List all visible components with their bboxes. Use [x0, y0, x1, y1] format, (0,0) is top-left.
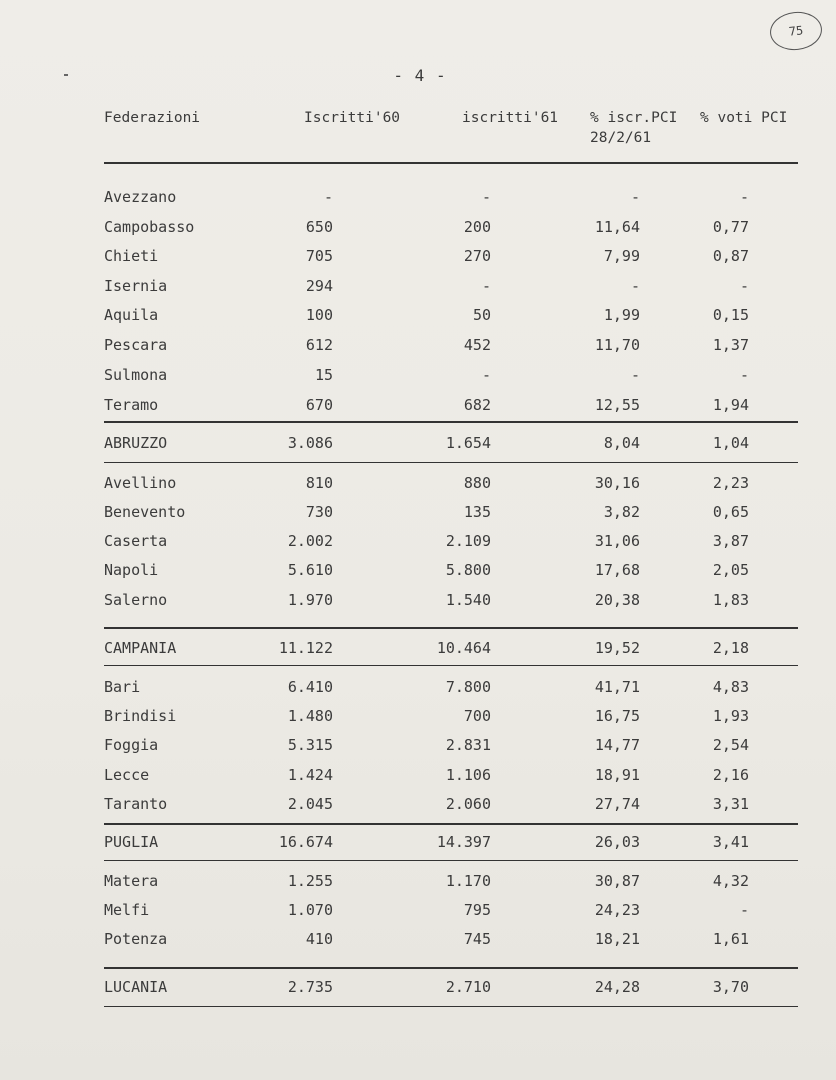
cell-iscritti60: 1.255 — [287, 872, 333, 890]
cell-federazione: Sulmona — [104, 366, 168, 384]
cell-iscritti61: 14.397 — [436, 833, 491, 851]
table-row — [0, 334, 836, 356]
cell-iscritti60: 612 — [305, 336, 333, 354]
cell-iscritti60: 16.674 — [278, 833, 333, 851]
cell-iscritti61: 1.540 — [445, 591, 491, 609]
cell-iscr-pci: 27,74 — [594, 795, 640, 813]
cell-iscritti61: - — [481, 188, 491, 206]
cell-iscritti61: 745 — [463, 930, 491, 948]
header-iscr-pci — [590, 108, 677, 148]
cell-federazione: ABRUZZO — [104, 434, 168, 452]
header-iscritti60: Iscritti'60 — [304, 110, 401, 126]
cell-iscr-pci: - — [630, 366, 640, 384]
cell-iscr-pci: 12,55 — [594, 396, 640, 414]
cell-iscritti60: 670 — [305, 396, 333, 414]
table-row — [0, 976, 836, 998]
cell-voti-pci: 0,77 — [712, 218, 749, 236]
cell-iscritti61: - — [481, 366, 491, 384]
rule-abruzzo-top — [104, 421, 798, 423]
cell-iscritti61: 200 — [463, 218, 491, 236]
cell-iscr-pci: 26,03 — [594, 833, 640, 851]
cell-federazione: Salerno — [104, 591, 168, 609]
rule-lucania-top — [104, 967, 798, 969]
cell-iscritti61: 2.060 — [445, 795, 491, 813]
cell-iscritti61: 135 — [463, 503, 491, 521]
cell-iscr-pci: 16,75 — [594, 707, 640, 725]
cell-iscr-pci: 19,52 — [594, 639, 640, 657]
cell-voti-pci: 1,04 — [712, 434, 749, 452]
cell-iscr-pci: 24,23 — [594, 901, 640, 919]
cell-iscritti60: 1.480 — [287, 707, 333, 725]
cell-iscritti61: 1.106 — [445, 766, 491, 784]
cell-federazione: Teramo — [104, 396, 159, 414]
cell-voti-pci: - — [739, 901, 749, 919]
cell-iscritti61: 10.464 — [436, 639, 491, 657]
table-row — [0, 589, 836, 611]
cell-iscritti60: 650 — [305, 218, 333, 236]
cell-federazione: Lecce — [104, 766, 150, 784]
cell-federazione: Matera — [104, 872, 159, 890]
cell-federazione: PUGLIA — [104, 833, 159, 851]
cell-voti-pci: 3,41 — [712, 833, 749, 851]
cell-federazione: Campobasso — [104, 218, 195, 236]
table-row — [0, 831, 836, 853]
cell-federazione: Avezzano — [104, 188, 177, 206]
cell-iscr-pci: - — [630, 277, 640, 295]
cell-iscr-pci: 30,16 — [594, 474, 640, 492]
cell-iscritti61: 452 — [463, 336, 491, 354]
cell-iscritti61: 5.800 — [445, 561, 491, 579]
header-iscritti61: iscritti'61 — [462, 110, 559, 126]
cell-voti-pci: - — [739, 188, 749, 206]
cell-iscritti60: 1.424 — [287, 766, 333, 784]
table-row — [0, 245, 836, 267]
cell-iscritti60: 3.086 — [287, 434, 333, 452]
cell-iscritti61: 50 — [472, 306, 491, 324]
rule-puglia-top — [104, 823, 798, 825]
cell-iscr-pci: 24,28 — [594, 978, 640, 996]
cell-iscr-pci: 17,68 — [594, 561, 640, 579]
cell-iscr-pci: 30,87 — [594, 872, 640, 890]
rule-lucania-bottom — [104, 1006, 798, 1007]
cell-iscritti60: 705 — [305, 247, 333, 265]
cell-iscritti60: 15 — [314, 366, 333, 384]
cell-federazione: Bari — [104, 678, 141, 696]
cell-voti-pci: 4,32 — [712, 872, 749, 890]
cell-federazione: Brindisi — [104, 707, 177, 725]
header-federazioni: Federazioni — [104, 110, 201, 126]
header-iscr-pci-date: 28/2/61 — [590, 130, 652, 146]
cell-iscr-pci: - — [630, 188, 640, 206]
cell-iscritti60: 294 — [305, 277, 333, 295]
cell-iscr-pci: 18,91 — [594, 766, 640, 784]
cell-iscr-pci: 8,04 — [603, 434, 640, 452]
header-voti-pci: % voti PCI — [700, 110, 788, 126]
cell-voti-pci: 2,16 — [712, 766, 749, 784]
cell-federazione: Aquila — [104, 306, 159, 324]
cell-iscritti61: 2.831 — [445, 736, 491, 754]
cell-voti-pci: 1,93 — [712, 707, 749, 725]
table-row — [0, 275, 836, 297]
table-row — [0, 501, 836, 523]
cell-voti-pci: 2,18 — [712, 639, 749, 657]
table-row — [0, 676, 836, 698]
table-row — [0, 559, 836, 581]
table-row — [0, 764, 836, 786]
cell-iscr-pci: 3,82 — [603, 503, 640, 521]
cell-iscritti61: 1.170 — [445, 872, 491, 890]
cell-federazione: Foggia — [104, 736, 159, 754]
cell-iscritti60: 810 — [305, 474, 333, 492]
cell-federazione: Melfi — [104, 901, 150, 919]
cell-federazione: Avellino — [104, 474, 177, 492]
table-row — [0, 899, 836, 921]
cell-voti-pci: 2,23 — [712, 474, 749, 492]
cell-iscr-pci: 18,21 — [594, 930, 640, 948]
rule-campania-bottom — [104, 665, 798, 666]
page-number: - 4 - — [393, 66, 447, 85]
cell-voti-pci: 2,05 — [712, 561, 749, 579]
cell-federazione: Isernia — [104, 277, 168, 295]
cell-voti-pci: 3,31 — [712, 795, 749, 813]
cell-iscritti60: 410 — [305, 930, 333, 948]
cell-iscritti60: 2.002 — [287, 532, 333, 550]
header-iscr-pci-label: % iscr.PCI — [590, 110, 678, 126]
table-row — [0, 734, 836, 756]
table-row — [0, 870, 836, 892]
cell-federazione: Caserta — [104, 532, 168, 550]
cell-voti-pci: 2,54 — [712, 736, 749, 754]
cell-iscritti61: 700 — [463, 707, 491, 725]
cell-voti-pci: 0,65 — [712, 503, 749, 521]
cell-iscr-pci: 14,77 — [594, 736, 640, 754]
cell-iscritti60: 100 — [305, 306, 333, 324]
cell-voti-pci: 4,83 — [712, 678, 749, 696]
table-row — [0, 304, 836, 326]
cell-federazione: Napoli — [104, 561, 159, 579]
table-row — [0, 705, 836, 727]
cell-voti-pci: 3,70 — [712, 978, 749, 996]
cell-voti-pci: 0,87 — [712, 247, 749, 265]
table-row — [0, 432, 836, 454]
cell-iscritti60: 1.970 — [287, 591, 333, 609]
cell-voti-pci: 1,37 — [712, 336, 749, 354]
cell-iscritti61: 880 — [463, 474, 491, 492]
cell-iscritti61: 1.654 — [445, 434, 491, 452]
cell-iscritti60: 11.122 — [278, 639, 333, 657]
cell-iscritti60: 730 — [305, 503, 333, 521]
cell-iscritti61: 2.710 — [445, 978, 491, 996]
cell-iscr-pci: 20,38 — [594, 591, 640, 609]
table-row — [0, 364, 836, 386]
rule-puglia-bottom — [104, 860, 798, 861]
table-row — [0, 637, 836, 659]
ink-mark — [64, 74, 68, 76]
page-stamp: 75 — [768, 9, 824, 52]
cell-voti-pci: - — [739, 366, 749, 384]
cell-voti-pci: 1,94 — [712, 396, 749, 414]
cell-federazione: Pescara — [104, 336, 168, 354]
table-row — [0, 216, 836, 238]
cell-voti-pci: 1,83 — [712, 591, 749, 609]
cell-iscritti60: 5.610 — [287, 561, 333, 579]
table-row — [0, 928, 836, 950]
cell-iscritti61: 795 — [463, 901, 491, 919]
cell-federazione: Taranto — [104, 795, 168, 813]
cell-iscr-pci: 41,71 — [594, 678, 640, 696]
cell-voti-pci: 0,15 — [712, 306, 749, 324]
cell-iscritti60: - — [323, 188, 333, 206]
cell-federazione: CAMPANIA — [104, 639, 177, 657]
cell-iscr-pci: 31,06 — [594, 532, 640, 550]
table-row — [0, 186, 836, 208]
cell-iscritti60: 2.735 — [287, 978, 333, 996]
cell-iscr-pci: 11,64 — [594, 218, 640, 236]
cell-iscritti61: 682 — [463, 396, 491, 414]
table-row — [0, 394, 836, 416]
cell-iscritti60: 6.410 — [287, 678, 333, 696]
cell-voti-pci: 1,61 — [712, 930, 749, 948]
cell-iscritti61: 7.800 — [445, 678, 491, 696]
cell-federazione: Chieti — [104, 247, 159, 265]
cell-iscritti60: 2.045 — [287, 795, 333, 813]
table-row — [0, 530, 836, 552]
cell-federazione: Benevento — [104, 503, 186, 521]
cell-iscritti61: 270 — [463, 247, 491, 265]
table-row — [0, 793, 836, 815]
cell-iscr-pci: 7,99 — [603, 247, 640, 265]
cell-iscritti61: - — [481, 277, 491, 295]
header-rule — [104, 162, 798, 164]
cell-iscritti60: 5.315 — [287, 736, 333, 754]
cell-iscr-pci: 1,99 — [603, 306, 640, 324]
cell-iscritti60: 1.070 — [287, 901, 333, 919]
rule-campania-top — [104, 627, 798, 629]
rule-abruzzo-bottom — [104, 462, 798, 463]
cell-voti-pci: 3,87 — [712, 532, 749, 550]
cell-iscr-pci: 11,70 — [594, 336, 640, 354]
cell-federazione: Potenza — [104, 930, 168, 948]
cell-voti-pci: - — [739, 277, 749, 295]
table-row — [0, 472, 836, 494]
cell-federazione: LUCANIA — [104, 978, 168, 996]
cell-iscritti61: 2.109 — [445, 532, 491, 550]
